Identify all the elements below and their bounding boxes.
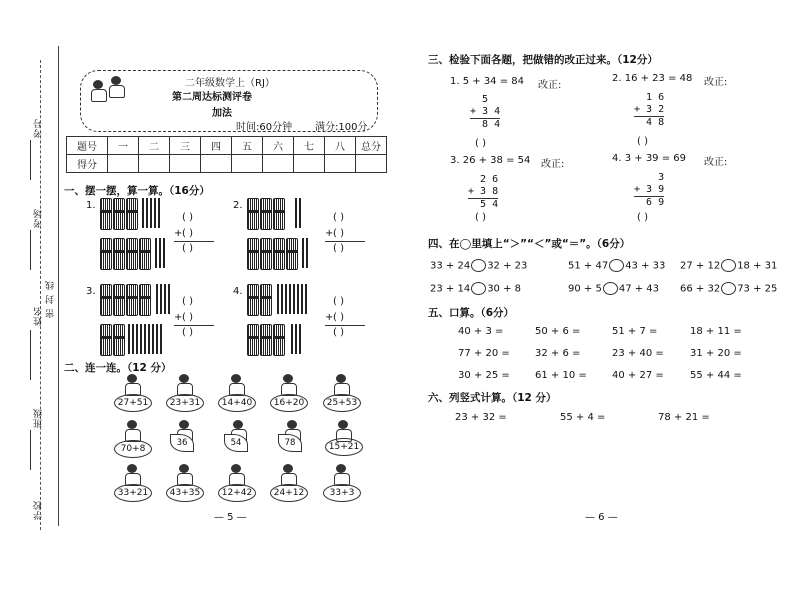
page-number-right: — 6 — bbox=[585, 512, 618, 523]
problem4-answer-paren[interactable]: ( ) bbox=[637, 212, 648, 223]
problem3-answer-paren[interactable]: ( ) bbox=[475, 212, 486, 223]
item2-blank-b[interactable]: ( ) bbox=[333, 228, 344, 239]
score-table bbox=[66, 136, 387, 173]
name-blank bbox=[30, 330, 31, 380]
kid-icon bbox=[228, 374, 244, 394]
problem3-correct-label: 改正: bbox=[541, 159, 565, 170]
kid-icon bbox=[124, 374, 140, 394]
kid-icon bbox=[333, 374, 349, 394]
kid-icon bbox=[176, 374, 192, 394]
match-bottom-5[interactable]: 33+3 bbox=[323, 484, 361, 502]
problem4-equation: 4. 3 + 39 = 69 bbox=[612, 153, 687, 164]
item4-plus: + bbox=[325, 312, 334, 323]
problem2-vertical: 1 6 + 3 2 4 8 bbox=[634, 92, 665, 128]
page-title: 第二周达标测评卷 bbox=[172, 92, 252, 103]
item1-plus: + bbox=[174, 228, 183, 239]
item3-blank-a[interactable]: ( ) bbox=[182, 296, 193, 307]
compare-circle[interactable] bbox=[471, 282, 486, 295]
problem1-correct-label: 改正: bbox=[538, 80, 562, 91]
section1-title: 一、摆一摆，算一算。（16分） bbox=[64, 185, 210, 197]
compare-item: 23 + 14 30 + 8 bbox=[430, 283, 522, 295]
problem2-equation: 2. 16 + 23 = 48 bbox=[612, 73, 693, 84]
exam-number-blank bbox=[30, 140, 31, 180]
mental-math-item[interactable]: 32 + 6 = bbox=[535, 348, 581, 359]
exam-room-label: 考场 bbox=[34, 208, 44, 228]
exam-number-label: 考号 bbox=[34, 118, 44, 138]
problem1-answer-paren[interactable]: ( ) bbox=[475, 138, 486, 149]
item2-blank-sum[interactable]: ( ) bbox=[333, 243, 344, 254]
leaf-answer-2[interactable]: 54 bbox=[224, 434, 248, 452]
compare-circle[interactable] bbox=[603, 282, 618, 295]
kid-icon bbox=[280, 464, 296, 484]
section2-title: 二、连一连。（12 分） bbox=[64, 362, 172, 374]
section3-title: 三、检验下面各题，把做错的改正过来。（12分） bbox=[428, 54, 658, 66]
item3-plus: + bbox=[174, 312, 183, 323]
name-label: 姓名 bbox=[34, 306, 44, 326]
item1-sticks bbox=[100, 198, 170, 273]
item4-blank-a[interactable]: ( ) bbox=[333, 296, 344, 307]
kid-icon bbox=[335, 420, 351, 440]
mental-math-item[interactable]: 50 + 6 = bbox=[535, 326, 581, 337]
item3-number: 3. bbox=[86, 286, 96, 297]
leaf-answer-1[interactable]: 36 bbox=[170, 434, 194, 452]
item2-number: 2. bbox=[233, 200, 243, 211]
kid-icon bbox=[228, 464, 244, 484]
problem3-vertical: 2 6 + 3 8 5 4 bbox=[468, 174, 499, 210]
score-table-score-row: 得分 bbox=[67, 155, 387, 173]
vertical-calc-item[interactable]: 78 + 21 = bbox=[658, 412, 710, 423]
compare-item: 33 + 24 32 + 23 bbox=[430, 260, 528, 272]
mental-math-item[interactable]: 61 + 10 = bbox=[535, 370, 587, 381]
item4-sticks bbox=[247, 284, 327, 359]
item1-blank-b[interactable]: ( ) bbox=[182, 228, 193, 239]
match-bottom-1[interactable]: 33+21 bbox=[114, 484, 152, 502]
mental-math-item[interactable]: 40 + 27 = bbox=[612, 370, 664, 381]
compare-circle[interactable] bbox=[721, 282, 736, 295]
match-bottom-3[interactable]: 12+42 bbox=[218, 484, 256, 502]
grade-subtitle: 二年级数学上（RJ） bbox=[185, 78, 275, 89]
item4-blank-b[interactable]: ( ) bbox=[333, 312, 344, 323]
item4-blank-sum[interactable]: ( ) bbox=[333, 327, 344, 338]
item2-plus: + bbox=[325, 228, 334, 239]
kid-icon bbox=[333, 464, 349, 484]
seal-line-label: 密 封 线 bbox=[46, 280, 56, 318]
problem2-correct-label: 改正: bbox=[704, 77, 728, 88]
compare-item: 66 + 32 73 + 25 bbox=[680, 283, 778, 295]
compare-circle[interactable] bbox=[721, 259, 736, 272]
mascot-illustration bbox=[86, 74, 132, 114]
match-bottom-2[interactable]: 43+35 bbox=[166, 484, 204, 502]
match-top-3[interactable]: 14+40 bbox=[218, 394, 256, 412]
binding-line bbox=[58, 46, 59, 526]
match-top-1[interactable]: 27+51 bbox=[114, 394, 152, 412]
class-blank bbox=[30, 430, 31, 470]
item1-rule bbox=[174, 241, 214, 242]
section6-title: 六、列竖式计算。（12 分） bbox=[428, 392, 557, 404]
time-label: 时间:60分钟 bbox=[236, 122, 293, 133]
mental-math-item[interactable]: 31 + 20 = bbox=[690, 348, 742, 359]
match-mid-left[interactable]: 70+8 bbox=[114, 440, 152, 458]
item3-blank-b[interactable]: ( ) bbox=[182, 312, 193, 323]
topic-label: 加法 bbox=[212, 108, 232, 119]
school-label: 学校 bbox=[34, 500, 44, 520]
leaf-answer-3[interactable]: 78 bbox=[278, 434, 302, 452]
item3-sticks bbox=[100, 284, 183, 359]
vertical-calc-item[interactable]: 23 + 32 = bbox=[455, 412, 507, 423]
vertical-calc-item[interactable]: 55 + 4 = bbox=[560, 412, 606, 423]
item2-rule bbox=[325, 241, 365, 242]
mental-math-item[interactable]: 55 + 44 = bbox=[690, 370, 742, 381]
compare-circle[interactable] bbox=[609, 259, 624, 272]
item1-number: 1. bbox=[86, 200, 96, 211]
problem4-correct-label: 改正: bbox=[704, 157, 728, 168]
mental-math-item[interactable]: 77 + 20 = bbox=[458, 348, 510, 359]
score-table-header-row: 题号 一 二 三 四 五 六 七 八 总分 bbox=[67, 137, 387, 155]
kid-icon bbox=[124, 464, 140, 484]
compare-item: 90 + 5 47 + 43 bbox=[568, 283, 660, 295]
section5-title: 五、口算。（6分） bbox=[428, 307, 515, 319]
item3-rule bbox=[174, 325, 214, 326]
kid-icon bbox=[176, 464, 192, 484]
match-bottom-4[interactable]: 24+12 bbox=[270, 484, 308, 502]
problem2-answer-paren[interactable]: ( ) bbox=[637, 136, 648, 147]
full-score-label: 满分:100分 bbox=[315, 122, 368, 133]
item3-blank-sum[interactable]: ( ) bbox=[182, 327, 193, 338]
problem3-equation: 3. 26 + 38 = 54 bbox=[450, 155, 531, 166]
class-label: 班级 bbox=[34, 408, 44, 428]
match-mid-right[interactable]: 15+21 bbox=[325, 438, 363, 456]
mental-math-item[interactable]: 18 + 11 = bbox=[690, 326, 742, 337]
item2-sticks bbox=[247, 198, 317, 273]
exam-room-blank bbox=[30, 230, 31, 270]
item4-number: 4. bbox=[233, 286, 243, 297]
compare-circle[interactable] bbox=[471, 259, 486, 272]
compare-item: 27 + 12 18 + 31 bbox=[680, 260, 778, 272]
match-top-2[interactable]: 23+31 bbox=[166, 394, 204, 412]
item1-blank-a[interactable]: ( ) bbox=[182, 212, 193, 223]
item1-blank-sum[interactable]: ( ) bbox=[182, 243, 193, 254]
section4-title: 四、在◯里填上“＞”“＜”或“＝”。（6分） bbox=[428, 238, 631, 250]
match-top-4[interactable]: 16+20 bbox=[270, 394, 308, 412]
mental-math-item[interactable]: 40 + 3 = bbox=[458, 326, 504, 337]
problem1-equation: 1. 5 + 34 = 84 bbox=[450, 76, 525, 87]
compare-item: 51 + 47 43 + 33 bbox=[568, 260, 666, 272]
item4-rule bbox=[325, 325, 365, 326]
mental-math-item[interactable]: 30 + 25 = bbox=[458, 370, 510, 381]
mental-math-item[interactable]: 23 + 40 = bbox=[612, 348, 664, 359]
problem1-vertical: 5 + 3 4 8 4 bbox=[470, 94, 501, 130]
item2-blank-a[interactable]: ( ) bbox=[333, 212, 344, 223]
match-top-5[interactable]: 25+53 bbox=[323, 394, 361, 412]
page-number-left: — 5 — bbox=[214, 512, 247, 523]
kid-icon bbox=[280, 374, 296, 394]
problem4-vertical: 3 + 3 9 6 9 bbox=[634, 172, 665, 208]
kid-icon bbox=[124, 420, 140, 440]
mental-math-item[interactable]: 51 + 7 = bbox=[612, 326, 658, 337]
